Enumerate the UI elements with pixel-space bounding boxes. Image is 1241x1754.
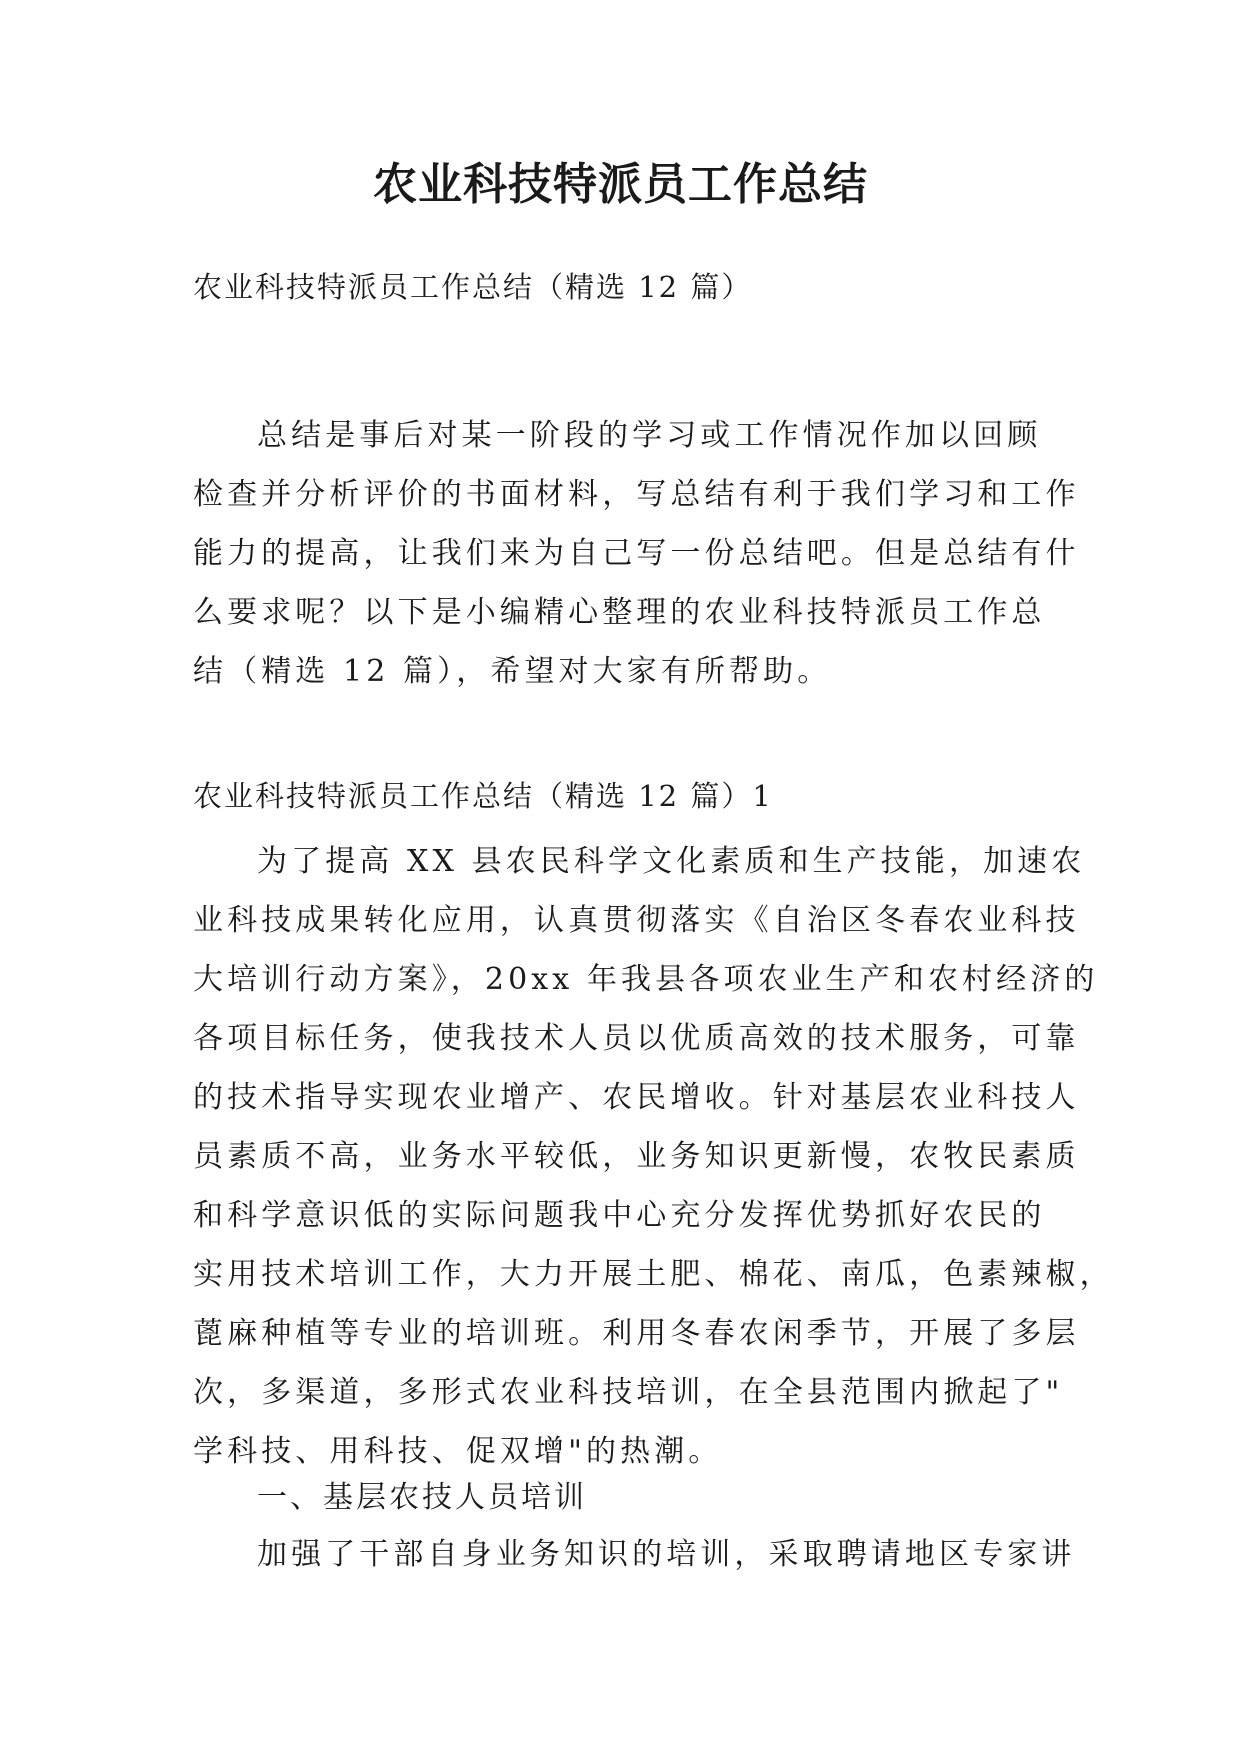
body-line: 蓖麻种植等专业的培训班。利用冬春农闲季节，开展了多层 [193,1316,1080,1351]
body-line: 学科技、用科技、促双增"的热潮。 [193,1434,723,1469]
body-line: 为了提高 XX 县农民科学文化素质和生产技能，加速农 [257,844,1086,879]
intro-paragraph [193,406,1080,701]
body-line: 各项目标任务，使我技术人员以优质高效的技术服务，可靠 [193,1021,1080,1056]
body-line: 次，多渠道，多形式农业科技培训，在全县范围内掀起了" [193,1375,1064,1410]
item-line: 加强了干部自身业务知识的培训，采取聘请地区专家讲 [257,1537,1076,1572]
body-line: 的技术指导实现农业增产、农民增收。针对基层农业科技人 [193,1080,1080,1115]
body-line: 业科技成果转化应用，认真贯彻落实《自治区冬春农业科技 [193,903,1080,938]
item-heading: 一、基层农技人员培训 [257,1480,587,1515]
body-line: 实用技术培训工作，大力开展土肥、棉花、南瓜，色素辣椒， [193,1257,1114,1292]
document-title: 农业科技特派员工作总结 [373,159,868,210]
body-line: 和科学意识低的实际问题我中心充分发挥优势抓好农民的 [193,1198,1046,1233]
body-line: 员素质不高，业务水平较低，业务知识更新慢，农牧民素质 [193,1139,1080,1174]
body-paragraph [193,832,1114,1481]
document-subtitle: 农业科技特派员工作总结（精选 12 篇） [193,270,753,304]
intro-line: 能力的提高，让我们来为自己写一份总结吧。但是总结有什 [193,536,1080,571]
section-heading: 农业科技特派员工作总结（精选 12 篇）1 [193,779,773,813]
intro-line: 检查并分析评价的书面材料，写总结有利于我们学习和工作 [193,477,1080,512]
intro-line: 总结是事后对某一阶段的学习或工作情况作加以回顾 [257,418,1042,453]
item-paragraph [193,1525,1076,1584]
intro-line: 么要求呢？以下是小编精心整理的农业科技特派员工作总 [193,595,1046,630]
body-line: 大培训行动方案》，20xx 年我县各项农业生产和农村经济的 [193,962,1099,997]
intro-line: 结（精选 12 篇），希望对大家有所帮助。 [193,654,832,689]
